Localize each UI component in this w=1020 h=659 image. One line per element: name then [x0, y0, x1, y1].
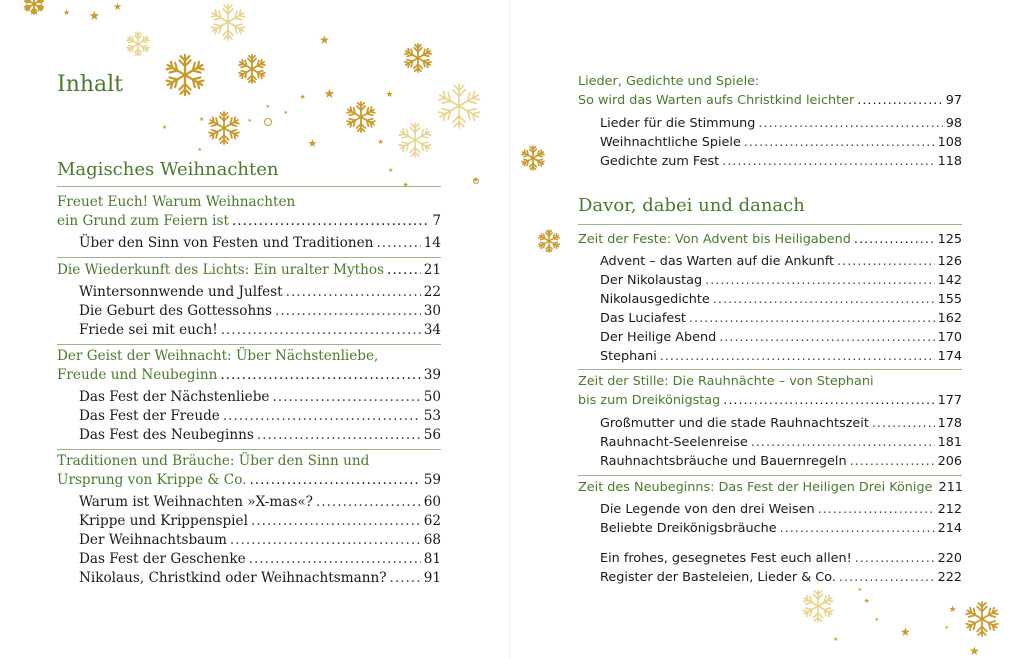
item-title: Der Heilige Abend — [600, 330, 717, 345]
item-title: Rauhnachtsbräuche und Bauernregeln — [600, 454, 847, 469]
page-number: 34 — [423, 322, 441, 338]
star-icon: ★ — [969, 644, 980, 658]
toc-item-entry[interactable] — [600, 433, 962, 453]
snowflake-icon — [207, 1, 249, 43]
item-title: Friede sei mit euch! — [79, 322, 218, 338]
page-number: 126 — [937, 254, 962, 269]
star-icon: ★ — [113, 2, 122, 13]
item-title: Das Fest der Nächstenliebe — [79, 389, 270, 405]
toc-item-entry[interactable] — [600, 290, 962, 310]
snowflake-icon — [518, 143, 548, 173]
section-title-davor: Davor, dabei und danach — [578, 195, 805, 216]
toc-item-entry[interactable] — [79, 549, 441, 569]
page-number: 62 — [423, 513, 441, 529]
snowflake-icon — [401, 41, 435, 75]
item-title: Das Fest des Neubeginns — [79, 427, 254, 443]
chapter-rule — [578, 369, 962, 370]
ring-ornament — [472, 175, 479, 184]
page-number: 206 — [937, 454, 962, 469]
chapter-title-line1: Freuet Euch! Warum Weihnachten — [57, 194, 296, 210]
star-icon: ★ — [162, 124, 168, 131]
toc-item-entry[interactable] — [600, 328, 962, 348]
toc-item-entry[interactable] — [600, 271, 962, 291]
item-title: Register der Basteleien, Lieder & Co. — [600, 570, 836, 585]
page-number: 53 — [423, 408, 441, 424]
star-icon: ★ — [247, 117, 252, 124]
star-icon: ★ — [199, 116, 205, 123]
item-title: Die Legende von den drei Weisen — [600, 502, 815, 517]
star-icon: ★ — [307, 136, 318, 150]
chapter-title-line1: Lieder, Gedichte und Spiele: — [578, 74, 760, 89]
page-number: 60 — [423, 494, 441, 510]
star-icon: ★ — [323, 86, 336, 102]
page-number: 162 — [937, 311, 962, 326]
item-title: Gedichte zum Fest — [600, 154, 720, 169]
star-icon: ★ — [265, 103, 270, 110]
toc-item-entry[interactable] — [79, 530, 441, 550]
star-icon: ★ — [388, 167, 394, 174]
page-number: 7 — [432, 213, 441, 229]
toc-chapter-entry[interactable] — [578, 230, 962, 250]
item-title: Großmutter und die stade Rauhnachtszeit — [600, 416, 869, 431]
page-number: 212 — [937, 502, 962, 517]
star-icon: ★ — [299, 92, 306, 101]
page-number: 118 — [937, 154, 962, 169]
star-icon: ★ — [944, 624, 949, 631]
snowflake-icon — [205, 109, 243, 147]
chapter-title-line1: Zeit der Stille: Die Rauhnächte – von Stephani — [578, 374, 874, 389]
toc-chapter-entry[interactable] — [578, 478, 962, 498]
star-icon: ★ — [63, 8, 71, 17]
toc-item-entry[interactable] — [600, 347, 962, 367]
toc-item-entry[interactable] — [79, 568, 441, 588]
toc-item-entry[interactable] — [79, 406, 441, 426]
star-icon: ★ — [900, 625, 911, 639]
snowflake-icon — [123, 29, 153, 59]
page-number: 59 — [423, 472, 441, 488]
chapter-rule — [57, 344, 441, 345]
star-icon: ★ — [857, 586, 862, 593]
page-number: 21 — [423, 262, 441, 278]
item-title: Weihnachtliche Spiele — [600, 135, 741, 150]
page-title: Inhalt — [57, 72, 124, 97]
snowflake-icon — [799, 587, 837, 625]
item-title: Nikolausgedichte — [600, 292, 710, 307]
item-title: Das Luciafest — [600, 311, 686, 326]
toc-chapter-entry[interactable] — [578, 91, 962, 111]
toc-chapter-entry[interactable] — [57, 365, 441, 385]
toc-item-entry[interactable] — [79, 301, 441, 321]
toc-item-entry[interactable] — [79, 511, 441, 531]
star-icon: ★ — [88, 8, 101, 24]
item-title: Das Fest der Geschenke — [79, 551, 246, 567]
page-number: 222 — [937, 570, 962, 585]
star-icon: ★ — [197, 146, 202, 153]
snowflake-icon — [235, 52, 269, 86]
snowflake-icon — [21, 0, 47, 17]
page-number: 211 — [938, 480, 963, 495]
page-number: 81 — [423, 551, 441, 567]
toc-item-entry[interactable] — [600, 133, 962, 153]
toc-item-entry[interactable] — [600, 500, 962, 520]
toc-item-entry[interactable] — [79, 425, 441, 445]
snowflake-icon — [434, 81, 484, 131]
toc-chapter-entry[interactable] — [578, 391, 962, 411]
item-title: Das Fest der Freude — [79, 408, 220, 424]
page-number: 177 — [937, 393, 962, 408]
item-title: Ein frohes, gesegnetes Fest euch allen! — [600, 551, 852, 566]
star-icon: ★ — [402, 180, 409, 189]
toc-item-entry[interactable] — [600, 568, 962, 588]
star-icon: ★ — [833, 636, 839, 643]
page-number: 91 — [423, 570, 441, 586]
toc-item-entry[interactable] — [600, 252, 962, 272]
chapter-title: Zeit des Neubeginns: Das Fest der Heiligen Drei Könige — [578, 480, 933, 495]
item-title: Die Geburt des Gottessohns — [79, 303, 272, 319]
snowflake-icon — [962, 599, 1002, 639]
toc-chapter-entry[interactable] — [57, 211, 441, 231]
toc-item-entry[interactable] — [79, 387, 441, 407]
star-icon: ★ — [472, 175, 479, 184]
page-number: 174 — [937, 349, 962, 364]
right-page — [510, 0, 1020, 659]
decorative-snowflakes — [0, 0, 500, 200]
page-number: 97 — [945, 93, 962, 108]
page-number: 39 — [423, 367, 441, 383]
item-title: Beliebte Dreikönigsbräuche — [600, 521, 777, 536]
item-title: Über den Sinn von Festen und Traditionen — [79, 235, 374, 251]
star-icon: ★ — [377, 137, 384, 146]
chapter-rule — [57, 449, 441, 450]
toc-chapter-entry[interactable] — [57, 470, 441, 490]
page-number: 98 — [945, 116, 962, 131]
star-icon: ★ — [319, 33, 330, 47]
item-title: Wintersonnwende und Julfest — [79, 284, 283, 300]
chapter-title: So wird das Warten aufs Christkind leichter — [578, 93, 855, 108]
toc-item-entry[interactable] — [600, 549, 962, 569]
snowflake-icon — [395, 120, 435, 160]
item-title: Rauhnacht-Seelenreise — [600, 435, 748, 450]
chapter-rule — [578, 475, 962, 476]
page-number: 68 — [423, 532, 441, 548]
chapter-title: bis zum Dreikönigstag — [578, 393, 721, 408]
toc-item-entry[interactable] — [79, 492, 441, 512]
section-rule — [578, 224, 962, 225]
toc-item-entry[interactable] — [79, 233, 441, 253]
item-title: Der Nikolaustag — [600, 273, 703, 288]
toc-item-entry[interactable] — [600, 414, 962, 434]
chapter-title: Die Wiederkunft des Lichts: Ein uralter Mythos — [57, 262, 385, 278]
chapter-title: Zeit der Feste: Von Advent bis Heiligabend — [578, 232, 851, 247]
page-number: 178 — [937, 416, 962, 431]
star-icon: ★ — [283, 109, 288, 116]
chapter-title-line1: Traditionen und Bräuche: Über den Sinn und — [57, 453, 370, 469]
toc-item-entry[interactable] — [79, 320, 441, 340]
star-icon: ★ — [863, 596, 870, 605]
page-number: 125 — [937, 232, 962, 247]
page-number: 142 — [937, 273, 962, 288]
page-number: 56 — [423, 427, 441, 443]
page-number: 181 — [937, 435, 962, 450]
snowflake-icon — [535, 227, 563, 255]
page-number: 155 — [937, 292, 962, 307]
item-title: Advent – das Warten auf die Ankunft — [600, 254, 835, 269]
page-number: 14 — [423, 235, 441, 251]
item-title: Nikolaus, Christkind oder Weihnachtsmann? — [79, 570, 387, 586]
item-title: Der Weihnachtsbaum — [79, 532, 227, 548]
toc-item-entry[interactable] — [600, 519, 962, 539]
item-title: Krippe und Krippenspiel — [79, 513, 248, 529]
page-number: 30 — [423, 303, 441, 319]
section-title-magisches: Magisches Weihnachten — [57, 159, 279, 180]
item-title: Warum ist Weihnachten »X-mas«? — [79, 494, 313, 510]
toc-chapter-entry[interactable] — [57, 260, 441, 280]
chapter-title: ein Grund zum Feiern ist — [57, 213, 229, 229]
page-number: 170 — [937, 330, 962, 345]
ring-ornament — [264, 118, 272, 126]
star-icon: ★ — [874, 616, 879, 623]
chapter-title: Ursprung von Krippe & Co. — [57, 472, 247, 488]
page-number: 22 — [423, 284, 441, 300]
toc-item-entry[interactable] — [600, 114, 962, 134]
chapter-title-line1: Der Geist der Weihnacht: Über Nächstenliebe, — [57, 348, 379, 364]
item-title: Stephani — [600, 349, 657, 364]
chapter-rule — [57, 257, 441, 258]
page-number: 50 — [423, 389, 441, 405]
chapter-title: Freude und Neubeginn — [57, 367, 218, 383]
star-icon: ★ — [948, 604, 957, 615]
snowflake-icon — [162, 52, 208, 98]
snowflake-icon — [343, 99, 379, 135]
toc-item-entry[interactable] — [79, 282, 441, 302]
toc-item-entry[interactable] — [600, 452, 962, 472]
star-icon: ★ — [385, 89, 394, 100]
page-number: 108 — [937, 135, 962, 150]
item-title: Lieder für die Stimmung — [600, 116, 756, 131]
toc-item-entry[interactable] — [600, 152, 962, 172]
toc-item-entry[interactable] — [600, 309, 962, 329]
page-number: 220 — [937, 551, 962, 566]
page-number: 214 — [937, 521, 962, 536]
